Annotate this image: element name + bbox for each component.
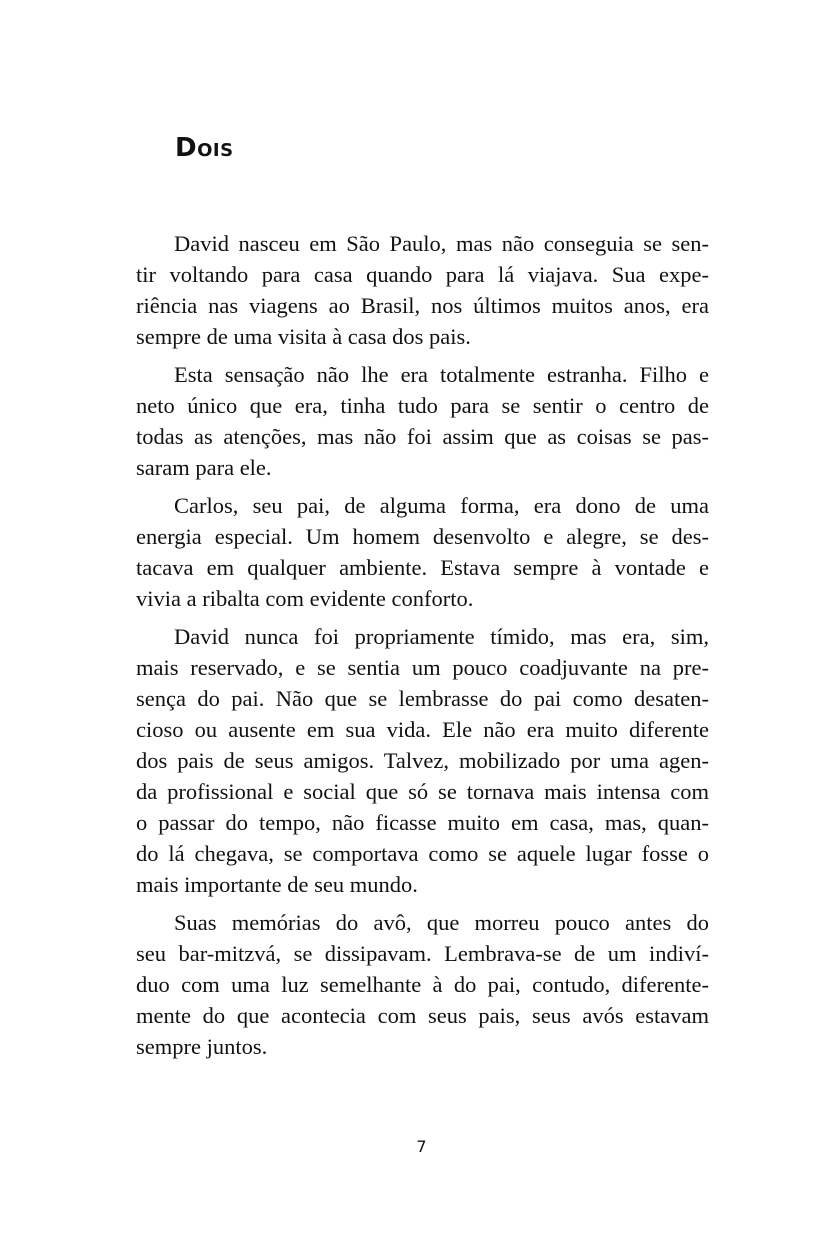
text-line: Suas memórias do avô, que morreu pouco antes do <box>174 910 709 935</box>
paragraph <box>136 228 709 352</box>
text-line: saram para ele. <box>136 455 272 480</box>
text-line: dos pais de seus amigos. Talvez, mobilizado por uma agen- <box>136 748 709 773</box>
chapter-title: Dois <box>175 133 234 163</box>
text-line: mente do que acontecia com seus pais, seus avós estavam <box>136 1003 709 1028</box>
text-line: duo com uma luz semelhante à do pai, contudo, diferente- <box>136 972 709 997</box>
text-line: vivia a ribalta com evidente conforto. <box>136 586 474 611</box>
text-line: da profissional e social que só se tornava mais intensa com <box>136 779 709 804</box>
text-line: sempre juntos. <box>136 1034 268 1059</box>
text-line: todas as atenções, mas não foi assim que as coisas se pas- <box>136 424 709 449</box>
text-line: energia especial. Um homem desenvolto e alegre, se des- <box>136 524 709 549</box>
text-line: sempre de uma visita à casa dos pais. <box>136 324 471 349</box>
text-line: neto único que era, tinha tudo para se sentir o centro de <box>136 393 709 418</box>
text-line: cioso ou ausente em sua vida. Ele não era muito diferente <box>136 717 709 742</box>
text-line: David nasceu em São Paulo, mas não conseguia se sen- <box>174 231 709 256</box>
text-line: do lá chegava, se comportava como se aquele lugar fosse o <box>136 841 709 866</box>
text-line: Carlos, seu pai, de alguma forma, era dono de uma <box>174 493 709 518</box>
text-line: Esta sensação não lhe era totalmente estranha. Filho e <box>174 362 709 387</box>
text-line: tacava em qualquer ambiente. Estava sempre à vontade e <box>136 555 709 580</box>
text-line: seu bar-mitzvá, se dissipavam. Lembrava-se de um indiví- <box>136 941 709 966</box>
chapter-body <box>136 228 709 1069</box>
text-line: sença do pai. Não que se lembrasse do pai como desaten- <box>136 686 709 711</box>
paragraph <box>136 490 709 614</box>
text-line: tir voltando para casa quando para lá viajava. Sua expe- <box>136 262 709 287</box>
paragraph <box>136 359 709 483</box>
paragraph <box>136 907 709 1062</box>
page-number: 7 <box>416 1137 427 1156</box>
text-line: riência nas viagens ao Brasil, nos últimos muitos anos, era <box>136 293 709 318</box>
text-line: mais importante de seu mundo. <box>136 872 418 897</box>
text-line: David nunca foi propriamente tímido, mas era, sim, <box>174 624 709 649</box>
text-line: o passar do tempo, não ficasse muito em casa, mas, quan- <box>136 810 709 835</box>
text-line: mais reservado, e se sentia um pouco coadjuvante na pre- <box>136 655 709 680</box>
paragraph <box>136 621 709 900</box>
